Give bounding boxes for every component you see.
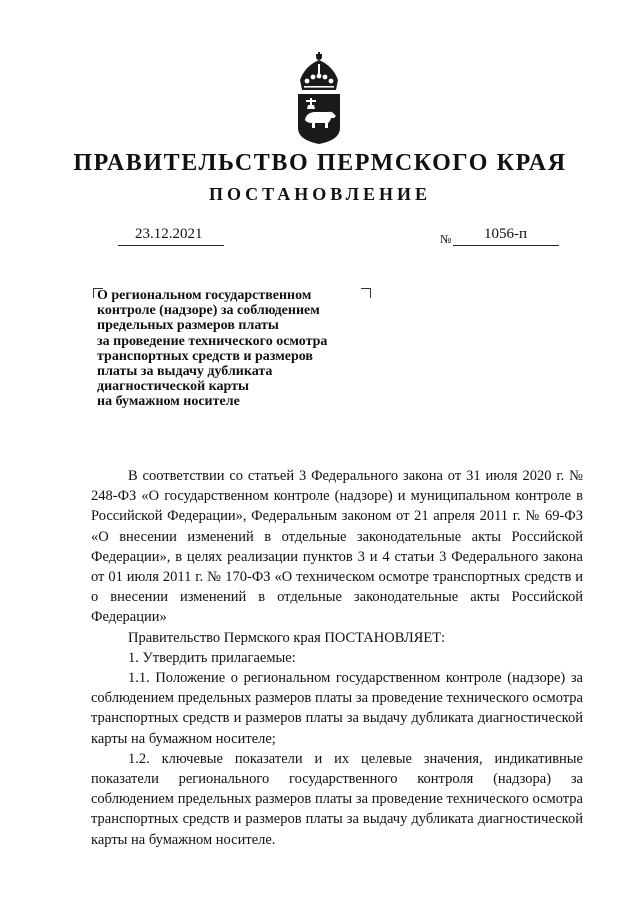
subject-line: предельных размеров платы	[97, 318, 279, 334]
subject-line: на бумажном носителе	[97, 394, 240, 410]
subject-line: транспортных средств и размеров	[97, 348, 313, 364]
number-label: №	[440, 232, 452, 246]
document-body	[91, 466, 583, 850]
resolution-paragraph: Правительство Пермского края ПОСТАНОВЛЯЕТ:	[128, 629, 446, 646]
clause-1-1: 1.1. Положение о региональном государственном контроле (надзоре) за соблюдением предельных размеров платы за проведение технического осмотра транспортных средств и размеров платы за выдачу дубликата диагностической карты на бумажном носителе;	[91, 670, 583, 747]
subject-line: контроле (надзоре) за соблюдением	[97, 303, 320, 319]
document-subject	[97, 288, 367, 410]
subject-line: за проведение технического осмотра	[97, 333, 328, 349]
document-number: 1056-п	[484, 226, 528, 242]
clause-1-2: 1.2. ключевые показатели и их целевые значения, индикативные показатели регионального государственного контроля (надзора) за соблюдением предельных размеров платы за проведение технического осмотра транспортных средств и размеров платы за выдачу дубликата диагностической карты на бумажном носителе.	[91, 750, 583, 848]
document-type-title: ПОСТАНОВЛЕНИЕ	[208, 184, 432, 204]
perm-krai-coat-of-arms-icon	[293, 50, 345, 146]
government-title: ПРАВИТЕЛЬСТВО ПЕРМСКОГО КРАЯ	[73, 150, 567, 176]
clause-1: 1. Утвердить прилагаемые:	[128, 649, 296, 666]
subject-line: диагностической карты	[97, 379, 249, 395]
number-underline	[453, 245, 559, 246]
subject-line: платы за выдачу дубликата	[97, 364, 273, 380]
subject-line: О региональном государственном	[97, 288, 312, 303]
date-underline	[118, 245, 224, 246]
document-date: 23.12.2021	[135, 226, 203, 242]
preamble-paragraph: В соответствии со статьей 3 Федерального закона от 31 июля 2020 г. № 248-ФЗ «О государственном контроле (надзоре) и муниципальном контроле в Российской Федерации», Федеральным законом от 21 апреля 2011 г. № 69-ФЗ «О внесении изменений в отдельные законодательные акты Российской Федерации», в целях реализации пунктов 3 и 4 статьи 3 Федерального закона от 01 июля 2011 г. № 170-ФЗ «О техническом осмотре транспортных средств и о внесении изменений в отдельные законодательные акты Российской Федерации»	[91, 468, 583, 626]
